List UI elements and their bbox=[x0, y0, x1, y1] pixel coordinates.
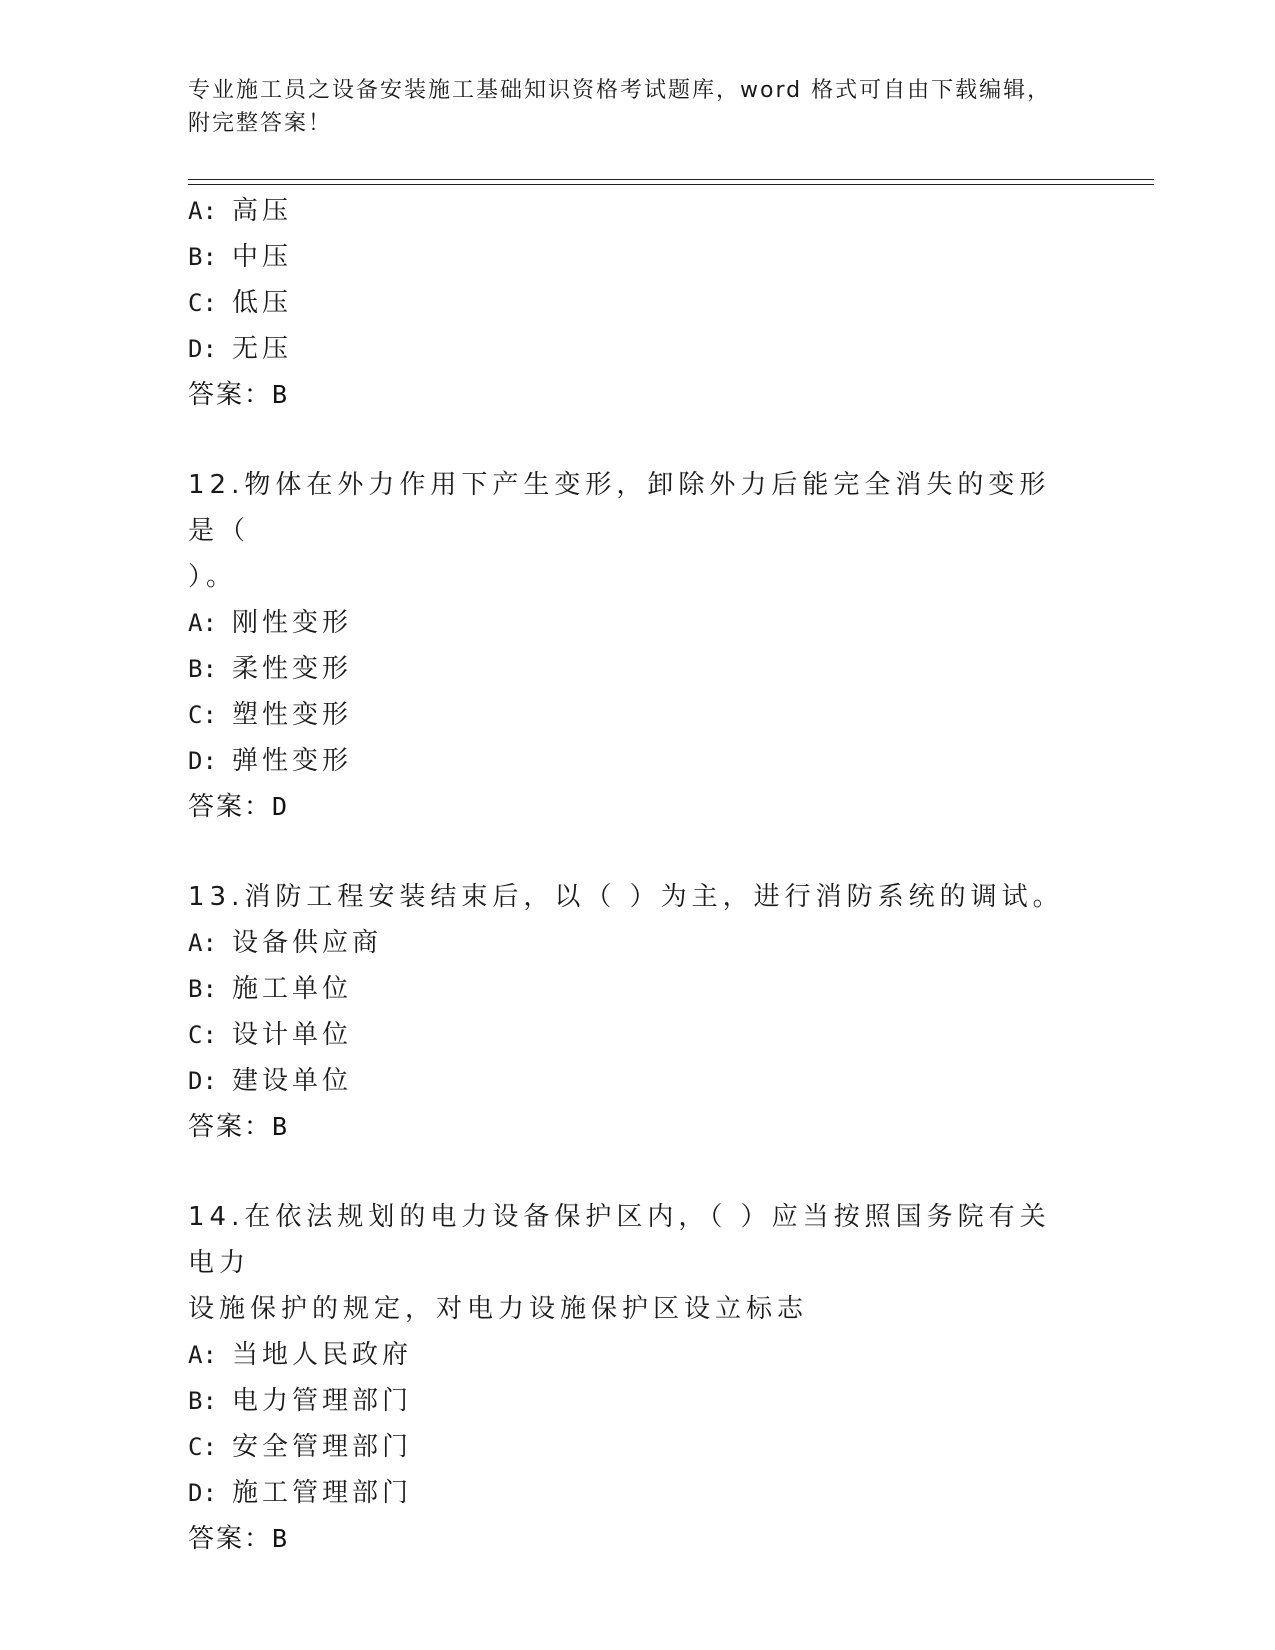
option-text: 施工单位 bbox=[232, 974, 353, 1004]
question-stem-line-2: 设施保护的规定，对电力设施保护区设立标志 bbox=[188, 1294, 809, 1324]
option-text: 中压 bbox=[232, 242, 293, 272]
option-text: 安全管理部门 bbox=[232, 1432, 413, 1462]
answer-label: 答案： bbox=[188, 1112, 273, 1142]
option-d bbox=[188, 326, 1068, 372]
answer-line bbox=[188, 1104, 1068, 1150]
option-a bbox=[188, 1332, 1068, 1378]
option-text: 设计单位 bbox=[232, 1020, 353, 1050]
answer-value: B bbox=[272, 1112, 290, 1141]
option-letter: A: bbox=[188, 197, 217, 225]
question-14 bbox=[188, 1194, 1068, 1562]
option-text: 塑性变形 bbox=[232, 700, 353, 730]
question-stem-line-1: 13.消防工程安装结束后，以（ ）为主，进行消防系统的调试。 bbox=[188, 882, 1064, 912]
question-11 bbox=[188, 188, 1068, 418]
option-letter: B: bbox=[188, 655, 217, 683]
option-d bbox=[188, 738, 1068, 784]
question-stem bbox=[188, 462, 1068, 600]
option-letter: C: bbox=[188, 701, 217, 729]
option-letter: A: bbox=[188, 609, 217, 637]
option-text: 建设单位 bbox=[232, 1066, 353, 1096]
option-b bbox=[188, 234, 1068, 280]
question-stem-line-2: ）。 bbox=[188, 562, 238, 592]
answer-line bbox=[188, 372, 1068, 418]
answer-label: 答案： bbox=[188, 1524, 273, 1554]
option-text: 设备供应商 bbox=[232, 928, 383, 958]
option-d bbox=[188, 1470, 1068, 1516]
option-text: 低压 bbox=[232, 288, 293, 318]
question-spacer bbox=[188, 418, 1068, 462]
option-letter: D: bbox=[188, 335, 217, 363]
option-text: 高压 bbox=[232, 196, 293, 226]
document-header bbox=[188, 74, 1068, 140]
option-a bbox=[188, 600, 1068, 646]
answer-value: D bbox=[272, 792, 290, 821]
question-12 bbox=[188, 462, 1068, 830]
answer-label: 答案： bbox=[188, 792, 273, 822]
header-divider-top bbox=[188, 179, 1154, 180]
question-spacer bbox=[188, 830, 1068, 874]
option-letter: B: bbox=[188, 975, 217, 1003]
header-line-2: 附完整答案！ bbox=[188, 111, 333, 136]
question-stem bbox=[188, 874, 1068, 920]
answer-label: 答案： bbox=[188, 380, 273, 410]
option-text: 当地人民政府 bbox=[232, 1340, 413, 1370]
option-letter: D: bbox=[188, 1067, 217, 1095]
answer-value: B bbox=[272, 1524, 290, 1553]
option-text: 电力管理部门 bbox=[232, 1386, 413, 1416]
option-text: 弹性变形 bbox=[232, 746, 353, 776]
header-line-1: 专业施工员之设备安装施工基础知识资格考试题库，word 格式可自由下载编辑， bbox=[188, 78, 1052, 103]
question-stem-line-1: 14.在依法规划的电力设备保护区内，（ ）应当按照国务院有关电力 bbox=[188, 1202, 1051, 1278]
option-letter: B: bbox=[188, 243, 217, 271]
option-c bbox=[188, 692, 1068, 738]
option-letter: D: bbox=[188, 1479, 217, 1507]
option-text: 无压 bbox=[232, 334, 293, 364]
option-text: 柔性变形 bbox=[232, 654, 353, 684]
question-list bbox=[188, 188, 1068, 1562]
option-text: 刚性变形 bbox=[232, 608, 353, 638]
question-stem-line-1: 12.物体在外力作用下产生变形，卸除外力后能完全消失的变形是（ bbox=[188, 470, 1051, 546]
option-text: 施工管理部门 bbox=[232, 1478, 413, 1508]
header-divider-bottom bbox=[188, 184, 1154, 185]
option-c bbox=[188, 280, 1068, 326]
answer-value: B bbox=[272, 380, 290, 409]
option-letter: B: bbox=[188, 1387, 217, 1415]
option-a bbox=[188, 188, 1068, 234]
option-letter: C: bbox=[188, 1021, 217, 1049]
option-c bbox=[188, 1424, 1068, 1470]
option-d bbox=[188, 1058, 1068, 1104]
option-b bbox=[188, 966, 1068, 1012]
answer-line bbox=[188, 784, 1068, 830]
answer-line bbox=[188, 1516, 1068, 1562]
question-13 bbox=[188, 874, 1068, 1150]
question-spacer bbox=[188, 1150, 1068, 1194]
option-letter: A: bbox=[188, 929, 217, 957]
option-letter: C: bbox=[188, 1433, 217, 1461]
option-letter: A: bbox=[188, 1341, 217, 1369]
option-b bbox=[188, 1378, 1068, 1424]
question-stem bbox=[188, 1194, 1068, 1332]
option-letter: D: bbox=[188, 747, 217, 775]
option-letter: C: bbox=[188, 289, 217, 317]
option-b bbox=[188, 646, 1068, 692]
option-c bbox=[188, 1012, 1068, 1058]
option-a bbox=[188, 920, 1068, 966]
